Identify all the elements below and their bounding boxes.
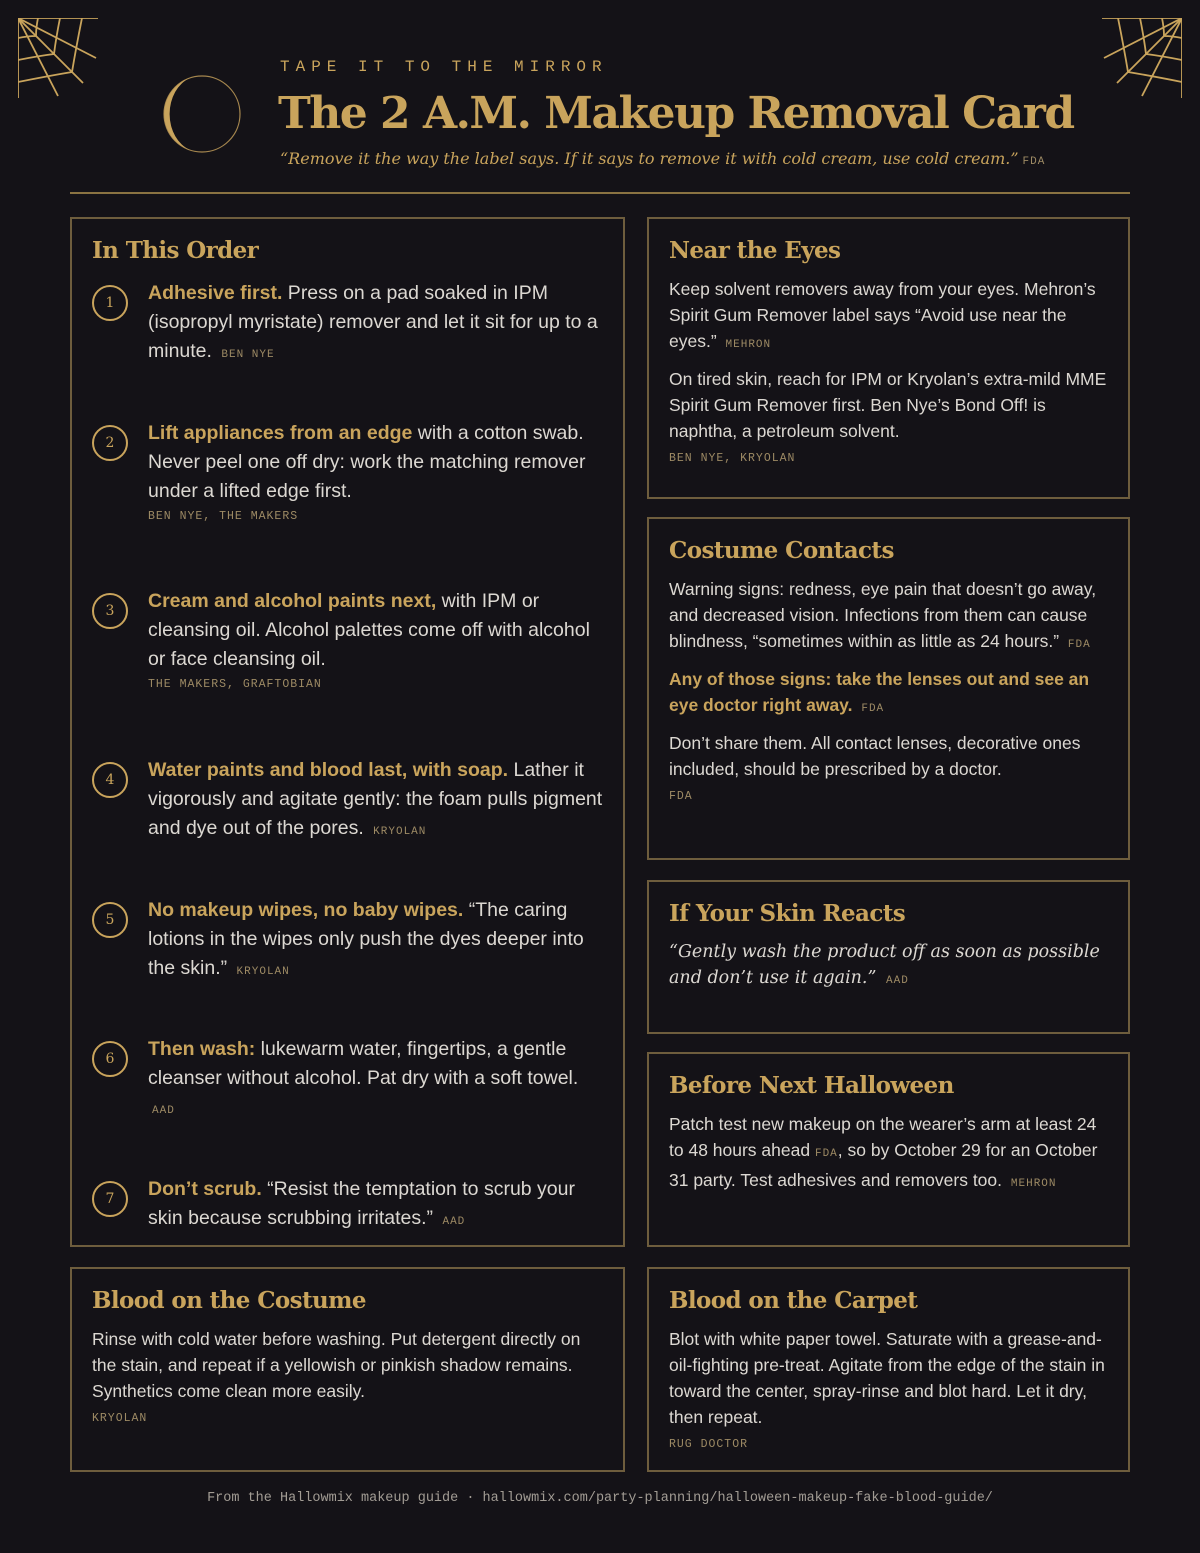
step-lead: Water paints and blood last, with soap. — [148, 759, 509, 781]
source-tag: MEHRON — [1010, 1178, 1057, 1190]
source-tag: MEHRON — [725, 339, 772, 351]
costume-paragraph: Rinse with cold water before washing. Put detergent directly on the stain, and repeat if a yellowish or pinkish shadow remains. Synthetics come clean more easily. — [92, 1329, 581, 1401]
step-number: 3 — [92, 593, 128, 629]
header-quote — [280, 149, 1045, 168]
step-lead: Cream and alcohol paints next, — [148, 590, 437, 612]
skin-quote-text: “Gently wash the product off as soon as possible and don’t use it again.” — [669, 942, 1100, 988]
step-number: 4 — [92, 762, 128, 798]
halloween-panel — [647, 1052, 1130, 1247]
source-tag: THE MAKERS, GRAFTOBIAN — [148, 678, 322, 691]
step-item — [92, 419, 607, 523]
eyes-heading: Near the Eyes — [669, 237, 841, 264]
step-number: 5 — [92, 902, 128, 938]
step-lead: Don’t scrub. — [148, 1178, 262, 1200]
step-item — [92, 279, 607, 370]
step-lead: Lift appliances from an edge — [148, 422, 413, 444]
header-divider — [70, 192, 1130, 194]
step-body: with a cotton swab. Never peel one off dry: work the matching remover under a lifted edge first. — [148, 422, 586, 502]
contacts-text: Warning signs: redness, eye pain that doesn’t go away, and decreased vision. Infections from them can cause blindness, “sometimes within as little as 24 hours.” — [669, 579, 1097, 651]
source-tag: FDA — [861, 703, 885, 715]
source-tag: FDA — [1067, 639, 1091, 651]
skin-quote — [669, 939, 1108, 994]
step-lead: Then wash: — [148, 1038, 256, 1060]
costume-panel — [70, 1267, 625, 1472]
warning-text: Any of those signs: take the lenses out and see an eye doctor right away. — [669, 669, 1090, 715]
step-item — [92, 1175, 607, 1237]
step-item — [92, 896, 607, 987]
step-body: with IPM or cleansing oil. Alcohol palettes come off with alcohol or face cleansing oil. — [148, 590, 590, 670]
step-text — [148, 587, 607, 674]
source-tag: KRYOLAN — [236, 966, 290, 978]
source-tag: FDA — [669, 790, 693, 803]
step-text — [148, 419, 607, 506]
contacts-panel — [647, 517, 1130, 860]
carpet-panel — [647, 1267, 1130, 1472]
footer-credit: From the Hallowmix makeup guide · hallowmix.com/party-planning/halloween-makeup-fake-blood-guide/ — [207, 1491, 993, 1506]
step-lead: Adhesive first. — [148, 282, 283, 304]
contacts-paragraph — [669, 576, 1108, 658]
halloween-text: Patch test new makeup on the wearer’s arm at least 24 to 48 hours ahead — [669, 1114, 1097, 1160]
skin-panel — [647, 880, 1130, 1034]
source-tag: BEN NYE, KRYOLAN — [669, 452, 796, 465]
source-tag: RUG DOCTOR — [669, 1438, 749, 1451]
step-body: Press on a pad soaked in IPM (isopropyl myristate) remover and let it sit for up to a minute. — [148, 282, 598, 362]
carpet-paragraph: Blot with white paper towel. Saturate with a grease-and-oil-fighting pre-treat. Agitate from the edge of the stain in toward the center, spray-rinse and blot hard. Let it dry, then repeat. — [669, 1329, 1105, 1427]
eyes-paragraph — [669, 276, 1108, 358]
source-tag: AAD — [442, 1216, 466, 1228]
eyes-paragraph: On tired skin, reach for IPM or Kryolan’s extra-mild MME Spirit Gum Remover first. Ben Nye’s Bond Off! is naphtha, a petroleum solvent. — [669, 369, 1107, 441]
step-number: 2 — [92, 425, 128, 461]
source-tag: FDA — [1022, 156, 1046, 168]
halloween-heading: Before Next Halloween — [669, 1072, 954, 1099]
source-tag: FDA — [814, 1148, 838, 1160]
step-text — [148, 1175, 607, 1237]
contacts-heading: Costume Contacts — [669, 537, 894, 564]
step-item — [92, 587, 607, 691]
contacts-warning — [669, 666, 1108, 722]
step-item — [92, 756, 607, 847]
halloween-text: , so by October 29 for an October 31 party. Test adhesives and removers too. — [669, 1140, 1098, 1190]
skin-heading: If Your Skin Reacts — [669, 900, 906, 927]
halloween-paragraph — [669, 1111, 1108, 1197]
source-tag: BEN NYE, THE MAKERS — [148, 510, 299, 523]
header-quote-text: “Remove it the way the label says. If it says to remove it with cold cream, use cold cream.” — [280, 149, 1019, 168]
step-body: “The caring lotions in the wipes only push the dyes deeper into the skin.” — [148, 899, 584, 979]
source-tag: KRYOLAN — [373, 826, 427, 838]
contacts-paragraph: Don’t share them. All contact lenses, decorative ones included, should be prescribed by a doctor. — [669, 733, 1081, 779]
spiderweb-icon — [18, 18, 98, 98]
eyes-panel — [647, 217, 1130, 499]
step-body: lukewarm water, fingertips, a gentle cleanser without alcohol. Pat dry with a soft towel. — [148, 1038, 579, 1089]
step-number: 1 — [92, 285, 128, 321]
step-text — [148, 1035, 607, 1126]
page-title: The 2 A.M. Makeup Removal Card — [278, 88, 1074, 139]
step-number: 6 — [92, 1041, 128, 1077]
carpet-heading: Blood on the Carpet — [669, 1287, 918, 1314]
step-text — [148, 279, 607, 370]
source-tag: AAD — [886, 975, 909, 987]
step-number: 7 — [92, 1181, 128, 1217]
source-tag: BEN NYE — [221, 349, 275, 361]
step-body: Lather it vigorously and agitate gently: the foam pulls pigment and dye out of the pores. — [148, 759, 603, 839]
step-lead: No makeup wipes, no baby wipes. — [148, 899, 464, 921]
source-tag: AAD — [152, 1105, 175, 1117]
step-text — [148, 756, 607, 847]
source-tag: KRYOLAN — [92, 1412, 148, 1425]
step-item — [92, 1035, 607, 1126]
kicker: TAPE IT TO THE MIRROR — [280, 58, 608, 76]
order-heading: In This Order — [92, 237, 259, 264]
step-text — [148, 896, 607, 987]
order-panel — [70, 217, 625, 1247]
crescent-moon-icon — [160, 72, 242, 156]
step-body: “Resist the temptation to scrub your skin because scrubbing irritates.” — [148, 1178, 575, 1229]
costume-heading: Blood on the Costume — [92, 1287, 366, 1314]
eyes-text: Keep solvent removers away from your eyes. Mehron’s Spirit Gum Remover label says “Avoid use near the eyes.” — [669, 279, 1096, 351]
spiderweb-icon — [1102, 18, 1182, 98]
